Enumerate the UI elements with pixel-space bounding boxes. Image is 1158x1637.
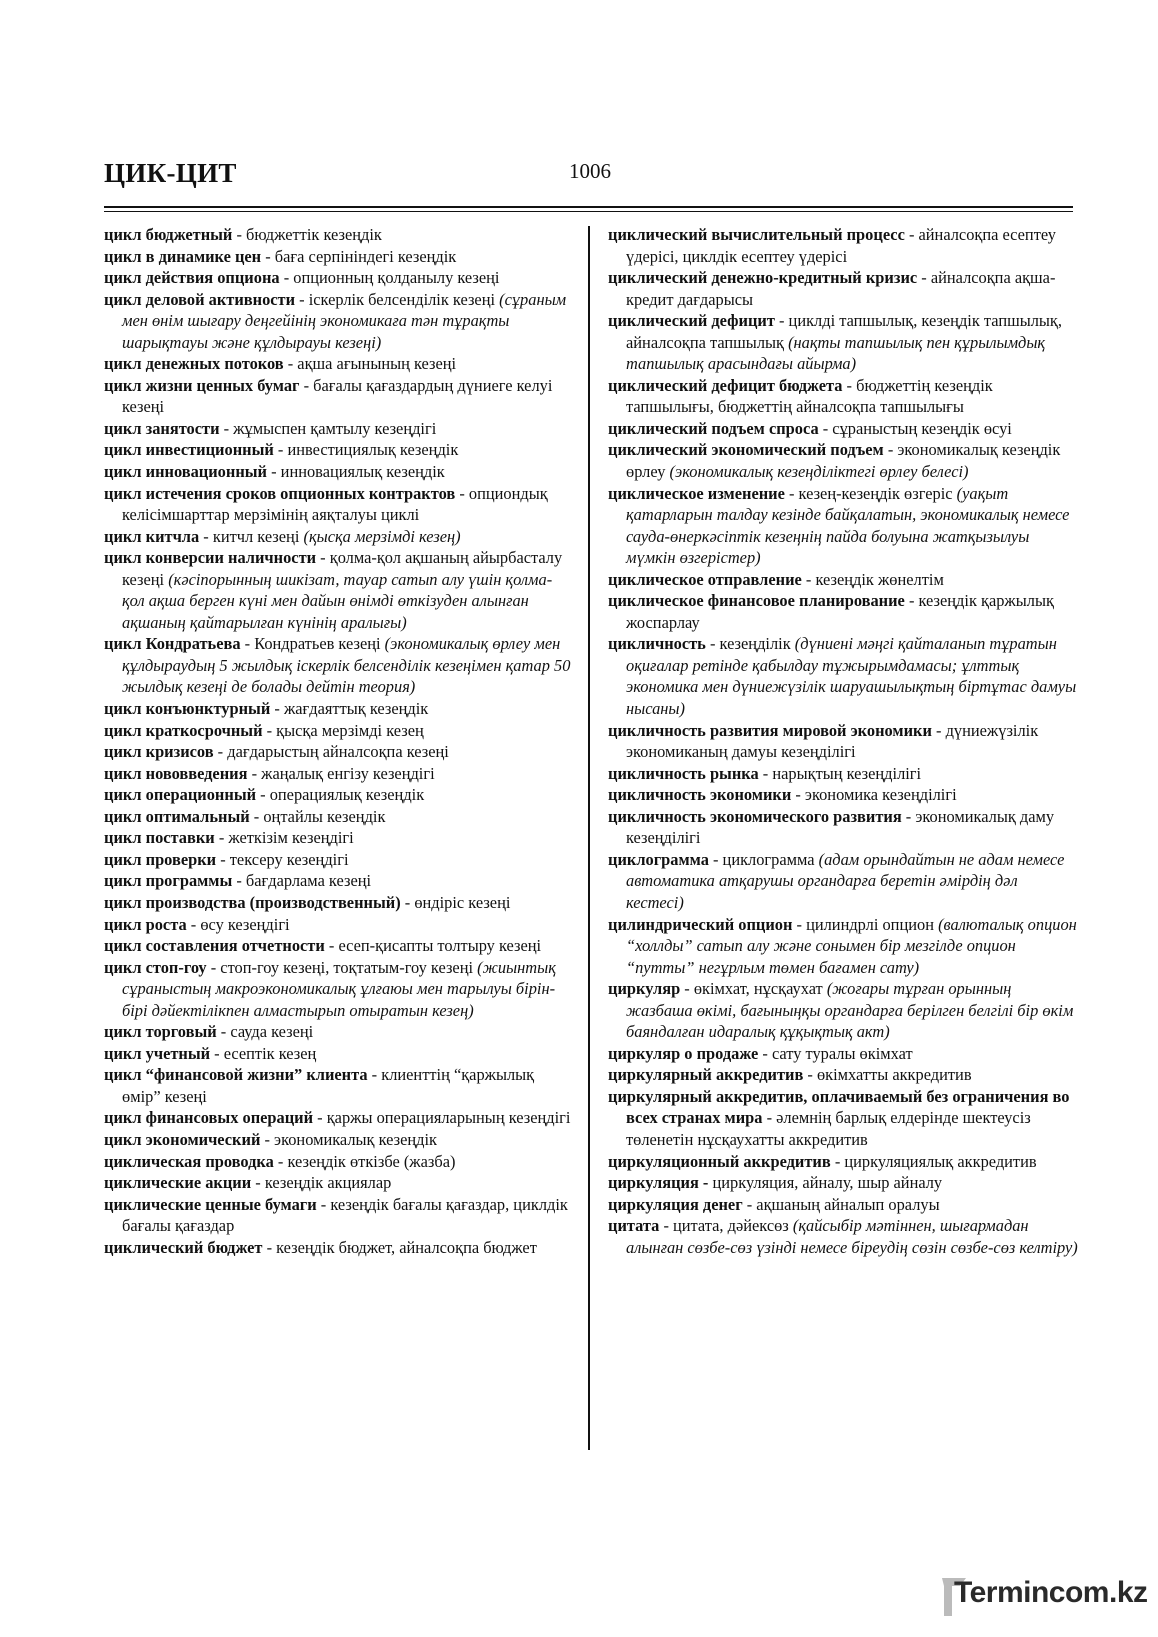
entry-definition: - Кондратьев кезеңі: [240, 634, 385, 654]
entry-term: циркуляция денег: [608, 1194, 743, 1214]
dictionary-entry: [104, 461, 574, 483]
entry-term: цикличность развития мировой экономики: [608, 720, 932, 740]
dictionary-entry: [104, 806, 574, 828]
entry-term: цикл экономический: [104, 1129, 261, 1149]
entry-definition: - дүниежүзілік экономиканың дамуы кезеңділігі: [626, 720, 1039, 762]
page-header: [104, 158, 1074, 204]
entry-definition: циркуляция, айналу, шыр айналу: [708, 1173, 943, 1193]
entry-gloss: (валюталық опцион “холлды” сатып алу және сонымен бір мезгілде опцион “путты” негұрлым төмен бағамен сату): [626, 914, 1077, 977]
entry-gloss: (қысқа мерзімді кезең): [303, 526, 461, 546]
entry-definition: - циклді тапшылық, кезеңдік тапшылық, айналсоқпа тапшылық: [626, 311, 1062, 352]
entry-gloss: (дүниені мәңгі қайталанып тұратын оқиғалар ретінде қабылдау тұжырымдамасы; ұлттық экономика мен дүниежүзілік шаруашылықтың біртұтас дамуы нысаны): [626, 634, 1077, 719]
entry-definition: - инвестициялық кезеңдік: [273, 440, 459, 460]
dictionary-entry: [104, 375, 574, 418]
entry-term: цикл операционный: [104, 785, 257, 805]
dictionary-entry: [104, 289, 574, 354]
entry-definition: - баға серпініндегі кезеңдік: [261, 246, 457, 266]
entry-term: циклограмма: [608, 849, 709, 869]
entry-term: цикл истечения сроков опционных контрактов: [104, 483, 456, 503]
entry-definition: - бағалы қағаздардың дүниеге келуі кезеңі: [122, 375, 553, 417]
entry-term: цикл производства (производственный): [104, 892, 401, 912]
dictionary-entry: [104, 741, 574, 763]
dictionary-entry: [104, 1172, 574, 1194]
dictionary-entry: [608, 375, 1078, 418]
entry-term: цикличность экономики: [608, 785, 792, 805]
dictionary-entry: [608, 914, 1078, 979]
entry-definition: - жұмыспен қамтылу кезеңдігі: [219, 418, 437, 438]
entry-term: цикл инвестиционный: [104, 440, 274, 460]
entry-gloss: (сұраным мен өнім шығару деңгейінің экономикаға тән тұрақты шарықтауы және құлдырауы кезеңі): [122, 289, 567, 352]
entry-term: цикл роста: [104, 914, 187, 934]
entry-term: циклическая проводка: [104, 1151, 274, 1171]
dictionary-entry: [608, 849, 1078, 914]
entry-gloss: (қайсыбір мәтіннен, шығармадан алынған сөзбе-сөз үзінді немесе біреудің сөзін сөзбе-сөз келтіру): [626, 1216, 1078, 1257]
dictionary-entry: [104, 526, 574, 548]
header-rule-thin: [104, 211, 1073, 212]
dictionary-entry: [608, 1215, 1078, 1258]
entry-term: циклический денежно-кредитный кризис: [608, 268, 918, 288]
dictionary-entry: [104, 784, 574, 806]
entry-term: цикл составления отчетности: [104, 936, 325, 956]
entry-definition: - қаржы операцияларының кезеңдігі: [313, 1108, 571, 1128]
entry-definition: - ақша ағынының кезеңі: [283, 354, 457, 374]
entry-definition: - бюджеттік кезеңдік: [232, 225, 382, 244]
dictionary-entry: [104, 483, 574, 526]
entry-definition: - экономикалық даму кезеңділігі: [626, 806, 1055, 848]
entry-term: цикл поставки: [104, 828, 215, 848]
dictionary-entry: [608, 1043, 1078, 1065]
dictionary-entry: [608, 806, 1078, 849]
dictionary-entry: [104, 870, 574, 892]
entry-definition: - жағдаяттық кезеңдік: [270, 699, 429, 719]
entry-definition: - кезең-кезеңдік өзгеріс: [784, 483, 957, 503]
dictionary-entry: [608, 590, 1078, 633]
dictionary-entry: [104, 892, 574, 914]
dictionary-entry: [608, 1194, 1078, 1216]
entry-definition: - кезеңдік қаржылық жоспарлау: [626, 591, 1054, 632]
dictionary-entry: [608, 1172, 1078, 1194]
entry-definition: - циркуляциялық аккредитив: [830, 1151, 1037, 1171]
dictionary-entry: [608, 784, 1078, 806]
entry-definition: - кезеңдік жөнелтім: [801, 569, 944, 589]
entry-gloss: (уақыт қатарларын талдау кезінде байқалатын, экономикалық немесе сауда-өнеркәсіптік кезеңнің пайда болуына жатқызылуы мүмкін өзгерістер): [626, 483, 1070, 568]
entry-definition: - өкімхат, нұсқаухат: [680, 979, 827, 999]
dictionary-entry: [104, 1021, 574, 1043]
dictionary-entry: [608, 224, 1078, 267]
dictionary-entry: [104, 698, 574, 720]
entry-gloss: (жоғары тұрған орынның жазбаша өкімі, бағыныңқы органдарға берілген белгілі бір өкім баяндалған идаралық құқықтық акт): [626, 979, 1074, 1042]
entry-term: цикличность экономического развития: [608, 806, 902, 826]
entry-definition: - іскерлік белсенділік кезеңі: [295, 289, 500, 309]
entry-term: цикл конъюнктурный: [104, 699, 271, 719]
entry-definition: - циклограмма: [708, 849, 819, 869]
entry-term: цикл нововведения: [104, 763, 248, 783]
entry-term: циклический подъем спроса: [608, 418, 819, 438]
entry-definition: - оңтайлы кезеңдік: [249, 806, 386, 826]
entry-term: цикл проверки: [104, 849, 217, 869]
dictionary-entry: [104, 957, 574, 1022]
header-rule-thick: [104, 206, 1073, 208]
dictionary-entry: [104, 763, 574, 785]
entry-term: циклическое отправление: [608, 569, 802, 589]
entry-definition: - цилиндрлі опцион: [792, 914, 939, 934]
entry-definition: - инновациялық кезеңдік: [267, 462, 445, 482]
entry-term: циркулярный аккредитив, оплачиваемый без ограничения во всех странах мира: [608, 1086, 1070, 1128]
entry-definition: - экономикалық кезеңдік: [260, 1129, 438, 1149]
entry-definition: - опционның қолданылу кезеңі: [279, 268, 500, 288]
dictionary-entry: [104, 353, 574, 375]
entry-term: циклический вычислительный процесс: [608, 225, 905, 244]
entry-definition: - дағдарыстың айналсоқпа кезеңі: [213, 742, 449, 762]
entry-gloss: (жиынтық сұраныстың макроэкономикалық ұлғаюы мен тарылуы бірін-бірі дәйектілікпен алмастырып отыратын кезең): [122, 957, 556, 1020]
dictionary-entry: [608, 569, 1078, 591]
entry-definition: - есеп-қисапты толтыру кезеңі: [324, 936, 542, 956]
entry-term: циклический дефицит: [608, 311, 775, 331]
dictionary-entry: [104, 1043, 574, 1065]
entry-term: цикл деловой активности: [104, 289, 296, 309]
entry-definition: - опциондық келісімшарттар мерзімінің аяқталуы циклі: [122, 483, 548, 525]
entry-definition: - қысқа мерзімді кезең: [262, 720, 424, 740]
entry-term: циклический дефицит бюджета: [608, 375, 843, 395]
entry-definition: - өкімхатты аккредитив: [803, 1065, 972, 1085]
dictionary-entry: [104, 439, 574, 461]
dictionary-entry: [104, 547, 574, 633]
entry-definition: - айналсоқпа ақша-кредит дағдарысы: [626, 268, 1056, 309]
entry-gloss: (экономикалық кезеңділіктегі өрлеу белесі): [669, 462, 969, 482]
entry-gloss: (адам орындайтын не адам немесе автоматика атқарушы органдарға беретін әмірдің дәл кестесі): [626, 849, 1065, 912]
entry-definition: - есептік кезең: [210, 1043, 317, 1063]
entry-gloss: (экономикалық өрлеу мен құлдыраудың 5 жылдық іскерлік белсенділік кезеңімен қатар 50 жылдық кезеңі де болады дейтін теория): [122, 634, 571, 697]
dictionary-entry: [608, 267, 1078, 310]
dictionary-entry: [104, 1237, 574, 1259]
entry-term: цикл денежных потоков: [104, 354, 284, 374]
entry-term: циркуляционный аккредитив: [608, 1151, 831, 1171]
dictionary-entry: [104, 827, 574, 849]
entry-gloss: (кәсіпорынның шикізат, тауар сатып алу үшін қолма-қол ақша берген күні мен дайын өнімді өткізуден алынған ақшаның қайтарылған күнінің аралығы): [122, 569, 553, 632]
entry-definition: - қолма-қол ақшаның айырбасталу кезеңі: [122, 548, 563, 589]
dictionary-entry: [608, 720, 1078, 763]
entry-term: циклическое финансовое планирование: [608, 591, 905, 611]
dictionary-entry: [608, 763, 1078, 785]
entry-term: циркуляр о продаже: [608, 1043, 759, 1063]
entry-term: цитата: [608, 1216, 660, 1236]
dictionary-entry: [104, 1107, 574, 1129]
entry-definition: - кезеңділік: [705, 634, 795, 654]
dictionary-entry: [608, 439, 1078, 482]
logo-text: Termincom.kz: [954, 1576, 1148, 1609]
entry-term: циклическое изменение: [608, 483, 785, 503]
entry-gloss: (нақты тапшылық пен құрылымдық тапшылық арасындағы айырма): [626, 332, 1046, 374]
dictionary-entry: [104, 246, 574, 268]
entry-term: цикл торговый: [104, 1022, 217, 1042]
dictionary-entry: [104, 1129, 574, 1151]
entry-term: цикл жизни ценных бумаг: [104, 375, 300, 395]
entry-term: цикл программы: [104, 871, 233, 891]
entry-term: цикл конверсии наличности: [104, 548, 317, 568]
dictionary-entry: [104, 914, 574, 936]
entry-definition: - ақшаның айналып оралуы: [742, 1194, 940, 1214]
dictionary-entry: [608, 483, 1078, 569]
dictionary-entry: [104, 267, 574, 289]
entry-term: циклический экономический подъем: [608, 440, 884, 460]
entry-definition: - жеткізім кезеңдігі: [214, 828, 354, 848]
dictionary-entry: [104, 633, 574, 698]
entry-definition: - операциялық кезеңдік: [256, 785, 425, 805]
entry-term: цикл оптимальный: [104, 806, 250, 826]
entry-term: цикл китчла: [104, 526, 200, 546]
entry-term: циклические акции: [104, 1173, 252, 1193]
dictionary-entry: [104, 418, 574, 440]
entry-definition: - экономика кезеңділігі: [791, 785, 957, 805]
column-divider: [588, 226, 590, 1450]
dictionary-entry: [608, 310, 1078, 375]
entry-term: циркуляция -: [608, 1173, 709, 1193]
entry-term: цикл Кондратьева: [104, 634, 241, 654]
entry-term: цикл краткосрочный: [104, 720, 263, 740]
entry-term: циркулярный аккредитив: [608, 1065, 804, 1085]
dictionary-entry: [608, 1086, 1078, 1151]
entry-definition: - айналсоқпа есептеу үдерісі, циклдік есептеу үдерісі: [626, 225, 1056, 266]
entry-term: цикл кризисов: [104, 742, 214, 762]
left-column: [104, 224, 574, 1258]
dictionary-entry: [608, 1151, 1078, 1173]
entry-term: цикл в динамике цен: [104, 246, 262, 266]
right-column: [608, 224, 1078, 1258]
entry-definition: - стоп-гоу кезеңі, тоқтатым-гоу кезеңі: [206, 957, 478, 977]
entry-definition: - кезеңдік бағалы қағаздар, циклдік бағалы қағаздар: [122, 1194, 568, 1236]
entry-term: циркуляр: [608, 979, 681, 999]
entry-definition: - өндіріс кезеңі: [400, 892, 511, 912]
dictionary-entry: [608, 1064, 1078, 1086]
entry-term: цикличность рынка: [608, 763, 759, 783]
dictionary-entry: [104, 849, 574, 871]
entry-definition: - кезеңдік өткізбе (жазба): [273, 1151, 456, 1171]
entry-term: цикл инновационный: [104, 462, 268, 482]
dictionary-entry: [104, 720, 574, 742]
entry-definition: - экономикалық кезеңдік өрлеу: [626, 440, 1061, 482]
entry-definition: - тексеру кезеңдігі: [216, 849, 349, 869]
entry-term: цикл действия опциона: [104, 268, 280, 288]
dictionary-entry: [104, 224, 574, 246]
entry-definition: - сату туралы өкімхат: [758, 1043, 913, 1063]
entry-definition: - сұраныстың кезеңдік өсуі: [818, 418, 1012, 438]
entry-term: цикл “финансовой жизни” клиента: [104, 1065, 368, 1085]
entry-definition: - китчл кезеңі: [199, 526, 304, 546]
entry-term: цикл занятости: [104, 418, 220, 438]
entry-term: цикл финансовых операций: [104, 1108, 314, 1128]
entry-term: цилиндрический опцион: [608, 914, 793, 934]
dictionary-entry: [104, 1064, 574, 1107]
entry-definition: - кезеңдік акциялар: [251, 1173, 392, 1193]
entry-definition: - өсу кезеңдігі: [186, 914, 290, 934]
entry-definition: - кезеңдік бюджет, айналсоқпа бюджет: [262, 1237, 537, 1257]
dictionary-entry: [104, 935, 574, 957]
entry-definition: - клиенттің “қаржылық өмір” кезеңі: [122, 1065, 535, 1106]
entry-definition: - цитата, дәйексөз: [659, 1216, 793, 1236]
entry-term: цикличность: [608, 634, 706, 654]
dictionary-entry: [104, 1151, 574, 1173]
dictionary-entry: [608, 633, 1078, 719]
entry-term: циклический бюджет: [104, 1237, 263, 1257]
entry-definition: - нарықтың кезеңділігі: [758, 763, 922, 783]
running-head: ЦИК-ЦИТ: [104, 158, 237, 188]
entry-definition: - бағдарлама кезеңі: [232, 871, 372, 891]
dictionary-entry: [104, 1194, 574, 1237]
site-logo: [936, 1576, 1148, 1620]
entry-term: циклические ценные бумаги: [104, 1194, 317, 1214]
page-number: 1006: [569, 159, 611, 183]
dictionary-entry: [608, 418, 1078, 440]
dictionary-entry: [608, 978, 1078, 1043]
entry-term: цикл стоп-гоу: [104, 957, 207, 977]
entry-term: цикл учетный: [104, 1043, 211, 1063]
entry-term: цикл бюджетный: [104, 225, 233, 244]
entry-definition: - сауда кезеңі: [216, 1022, 314, 1042]
entry-definition: - әлемнің барлық елдерінде шектеусіз төленетін нұсқаухатты аккредитив: [626, 1108, 1031, 1149]
entry-definition: - жаңалық енгізу кезеңдігі: [247, 763, 435, 783]
entry-definition: - бюджеттің кезеңдік тапшылығы, бюджеттің айналсоқпа тапшылығы: [626, 375, 993, 417]
